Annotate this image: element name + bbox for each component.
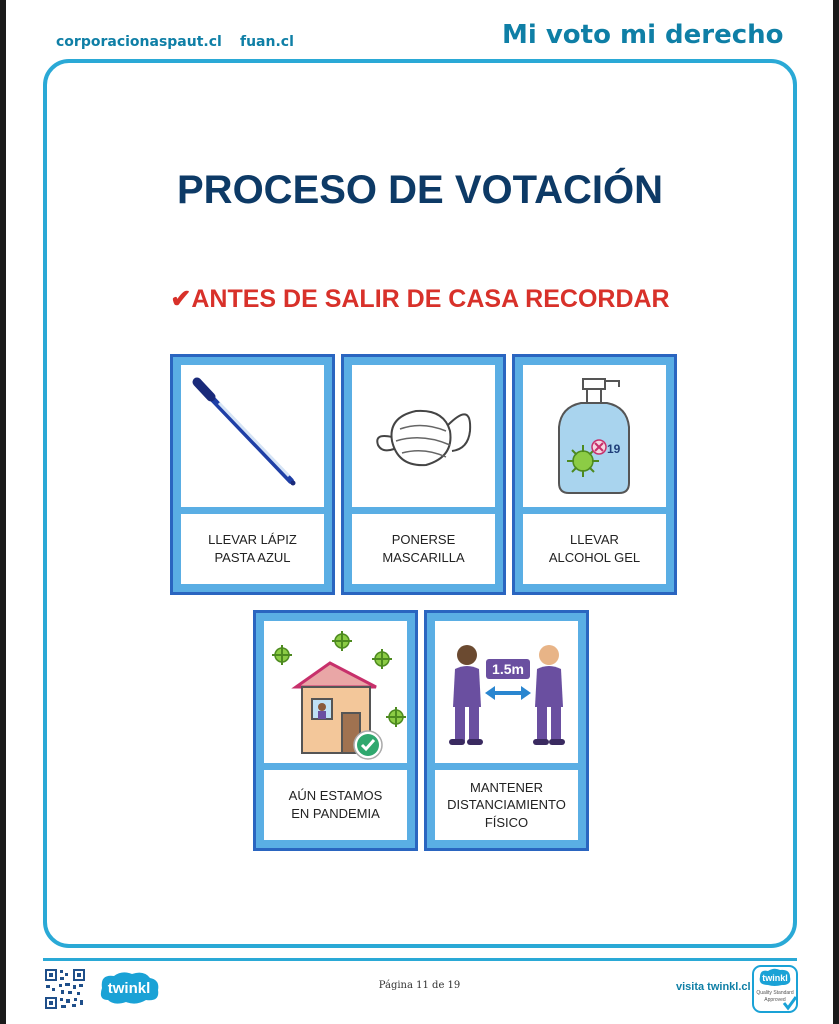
section-subtitle: ✔ANTES DE SALIR DE CASA RECORDAR [170,285,670,313]
card-label-line: MANTENER [470,779,543,795]
card-social-distance [424,610,589,851]
card-label-line: PASTA AZUL [214,550,291,565]
covid-badge-text: 19 [607,442,621,456]
card-label [523,514,666,584]
card-label-line: PONERSE [391,532,456,548]
card-art [523,365,666,507]
alcohol-gel-icon [523,365,666,507]
card-label-line: AÚN ESTAMOS [288,788,383,804]
card-label [181,514,324,584]
header-link-aspaut[interactable]: corporacionaspaut.cl [56,34,222,50]
badge-line-2: Approved [764,997,786,1003]
face-mask-icon [352,365,495,507]
screen-edge-left [0,0,6,1024]
quality-standard-badge [752,965,798,1013]
card-alcohol-gel [512,354,677,595]
house-pandemic-icon [264,621,407,763]
card-label-line: EN PANDEMIA [291,806,380,821]
card-label [352,514,495,584]
page-number: Página 11 de 19 [378,980,461,991]
card-label-line: FÍSICO [484,814,529,830]
card-mask [341,354,506,595]
card-art [264,621,407,763]
card-pandemic [253,610,418,851]
badge-line-1: Quality Standard [756,990,794,996]
header-link-fuan[interactable]: fuan.cl [240,34,294,50]
card-art [435,621,578,763]
card-label-line: LLEVAR [570,532,619,548]
footer-divider [43,958,797,961]
distance-label: 1.5m [492,661,524,677]
screen-edge-right [833,0,839,1024]
page-title: PROCESO DE VOTACIÓN [177,168,663,212]
visit-twinkl-link[interactable]: visita twinkl.cl [676,981,751,993]
social-distance-icon [435,621,578,763]
card-pen [170,354,335,595]
pen-icon [181,365,324,507]
card-label [264,770,407,840]
badge-brand: twinkl [762,973,788,983]
card-art [181,365,324,507]
card-label-line: LLEVAR LÁPIZ [208,532,297,548]
card-label-line: DISTANCIAMIENTO [447,797,566,813]
card-label-line: MASCARILLA [382,550,465,565]
card-art [352,365,495,507]
twinkl-logo-text: twinkl [107,980,151,997]
card-label-line: ALCOHOL GEL [548,550,641,565]
page-header-title: Mi voto mi derecho [502,20,784,50]
card-label [435,770,578,840]
